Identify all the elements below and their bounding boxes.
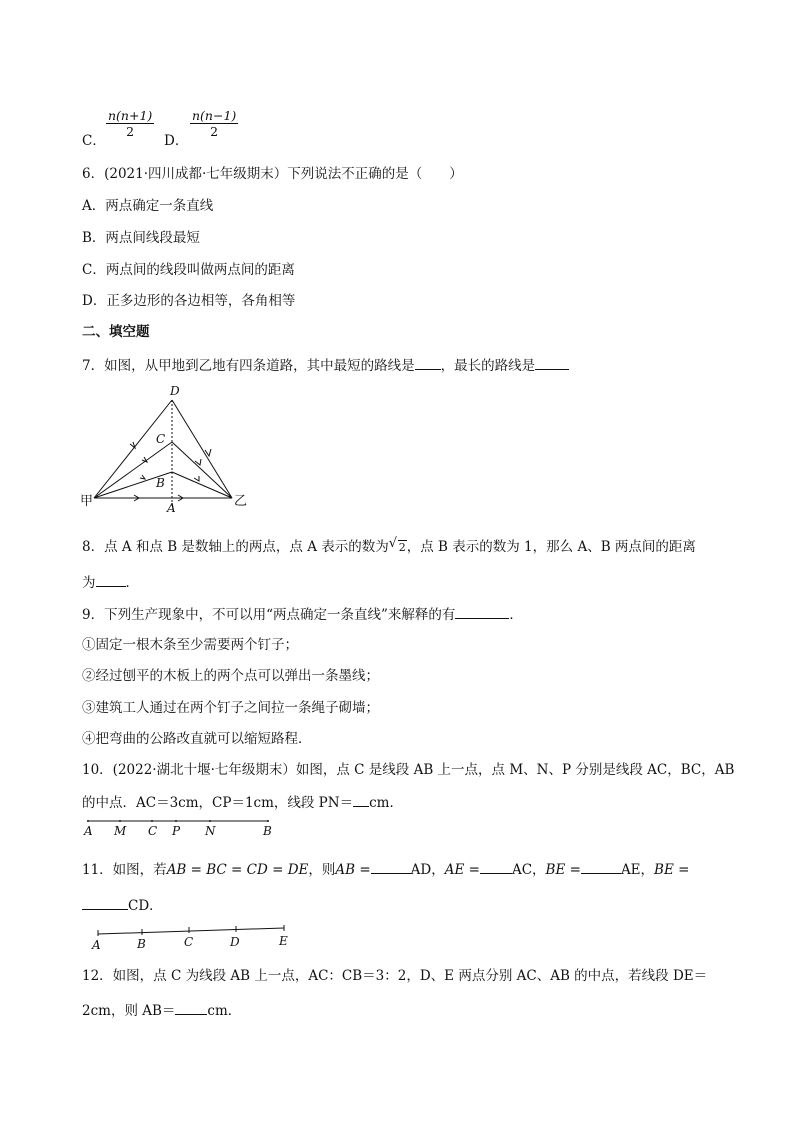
- q11-label-a: A: [92, 938, 101, 952]
- q10-label-a: A: [84, 824, 93, 838]
- q10-label-n: N: [205, 824, 216, 838]
- q8-line2: [82, 572, 139, 592]
- q7-stem: [82, 355, 569, 375]
- q11-t6: CD．: [128, 898, 163, 914]
- q10-text-a: 的中点．AC＝3cm，CP＝1cm，线段 PN＝: [82, 795, 354, 811]
- q8-blank[interactable]: [96, 572, 126, 587]
- q7-label-b: B: [156, 476, 165, 490]
- q8-text-d: ．: [125, 575, 139, 591]
- q11-be-1: BE =: [545, 862, 581, 878]
- section-title: 二、填空题: [82, 324, 150, 340]
- q5-option-d-fraction: [190, 108, 238, 139]
- q6-stem: 6．(2021·四川成都·七年级期末）下列说法不正确的是（ ）: [82, 166, 463, 182]
- q9-item-2: ②经过刨平的木板上的两个点可以弹出一条墨线；: [82, 668, 379, 684]
- q10-text-b: cm．: [369, 795, 403, 811]
- q7-label-yi: 乙: [234, 494, 248, 509]
- q10-label-b: B: [263, 824, 272, 838]
- q7-label-c: C: [156, 432, 166, 446]
- q5-d-denominator: 2: [210, 124, 219, 139]
- q11-figure: [88, 924, 308, 952]
- q8-line1: [82, 538, 696, 557]
- q5-option-c-label: C．: [82, 133, 106, 149]
- q11-label-d: D: [230, 935, 240, 949]
- q10-line2: [82, 792, 403, 812]
- q12-text-b: cm．: [207, 1003, 242, 1019]
- q11-line2: [82, 895, 163, 915]
- q8-sqrt-value: 2: [398, 541, 406, 554]
- q7-text-a: 7．如图，从甲地到乙地有四条道路，其中最短的路线是: [82, 358, 415, 374]
- q7-text-b: ，最长的路线是: [440, 358, 536, 374]
- q12-line1: 12．如图，点 C 为线段 AB 上一点，AC：CB＝3：2，D、E 两点分别 AC、AB 的中点，若线段 DE＝: [82, 968, 708, 984]
- q10-label-c: C: [148, 824, 158, 838]
- q7-label-jia: 甲: [80, 494, 94, 509]
- q10-label-p: P: [172, 824, 181, 838]
- q7-blank-shortest[interactable]: [415, 355, 441, 370]
- q6-option-b: B．两点间线段最短: [82, 230, 200, 246]
- q5-c-denominator: 2: [126, 124, 135, 139]
- q9-stem-a: 9．下列生产现象中，不可以用“两点确定一条直线”来解释的有: [82, 607, 456, 623]
- q9-item-1: ①固定一根木条至少需要两个钉子；: [82, 637, 298, 653]
- q11-blank-4[interactable]: [82, 895, 128, 910]
- q10-figure: [82, 815, 282, 839]
- q11-blank-3[interactable]: [581, 859, 621, 874]
- q11-blank-1[interactable]: [371, 859, 411, 874]
- q11-label-c: C: [184, 935, 194, 949]
- q8-sqrt: [389, 538, 407, 557]
- q11-ab: AB =: [335, 862, 371, 878]
- q8-text-a: 8．点 A 和点 B 是数轴上的两点，点 A 表示的数为: [82, 539, 389, 555]
- q11-ae: AE =: [444, 862, 480, 878]
- q11-label-b: B: [137, 937, 146, 951]
- q11-blank-2[interactable]: [480, 859, 512, 874]
- q7-label-d: D: [170, 384, 180, 398]
- q9-blank[interactable]: [455, 604, 509, 619]
- q6-option-c: C．两点间的线段叫做两点间的距离: [82, 262, 295, 278]
- q11-t2: ，则: [308, 862, 336, 878]
- q7-label-a: A: [167, 501, 176, 515]
- q11-line1: [82, 859, 689, 879]
- q7-blank-longest[interactable]: [535, 355, 569, 370]
- q6-option-d: D．正多边形的各边相等，各角相等: [82, 293, 296, 309]
- q9-item-4: ④把弯曲的公路改直就可以缩短路程．: [82, 731, 312, 747]
- q9-stem: [82, 604, 523, 624]
- q11-t4: AC，: [511, 862, 546, 878]
- q8-text-b: ，点 B 表示的数为 1，那么 A、B 两点间的距离: [406, 539, 696, 555]
- q11-t1: 11．如图，若: [82, 862, 167, 878]
- q12-text-a: 2cm，则 AB＝: [82, 1003, 176, 1019]
- q11-label-e: E: [279, 934, 288, 948]
- q10-label-m: M: [114, 824, 127, 838]
- q11-t3: AD，: [410, 862, 445, 878]
- q6-option-a: A．两点确定一条直线: [82, 198, 214, 214]
- q10-blank[interactable]: [353, 792, 369, 807]
- q12-blank[interactable]: [175, 1000, 207, 1015]
- q5-c-numerator: n(n+1): [108, 108, 153, 123]
- q5-option-d-label: D．: [164, 133, 189, 149]
- q7-figure: [78, 380, 278, 530]
- q12-line2: [82, 1000, 241, 1020]
- q8-text-c: 为: [82, 575, 96, 591]
- q5-d-numerator: n(n−1): [192, 108, 237, 123]
- q9-item-3: ③建筑工人通过在两个钉子之间拉一条绳子砌墙；: [82, 700, 379, 716]
- q11-t5: AE，: [620, 862, 655, 878]
- q11-be-2: BE =: [654, 862, 690, 878]
- q9-stem-b: ．: [509, 607, 523, 623]
- q10-line1: 10．(2022·湖北十堰·七年级期末）如图，点 C 是线段 AB 上一点，点 M、N、P 分别是线段 AC，BC，AB: [82, 762, 735, 778]
- q11-equation: AB = BC = CD = DE: [166, 862, 309, 878]
- q5-option-c-fraction: [106, 108, 154, 139]
